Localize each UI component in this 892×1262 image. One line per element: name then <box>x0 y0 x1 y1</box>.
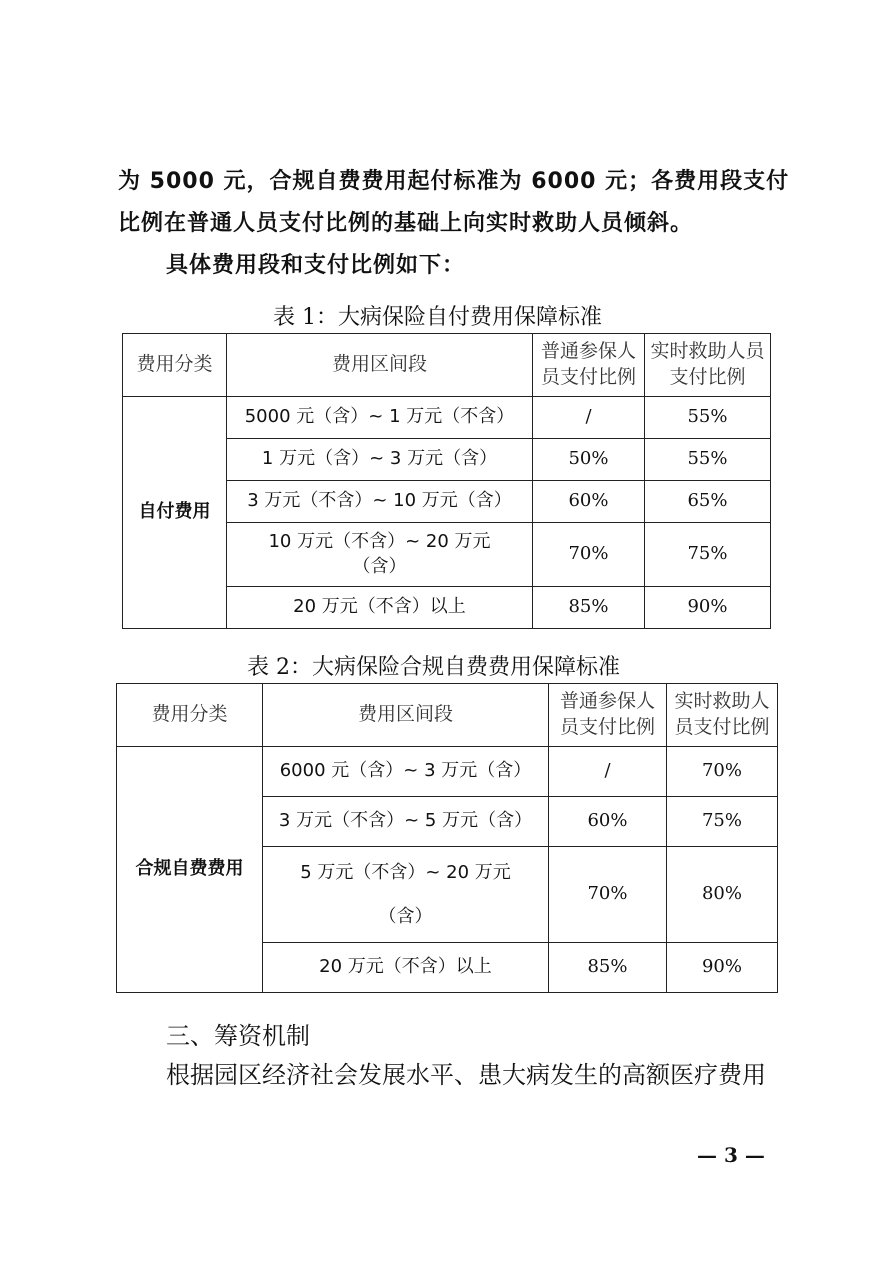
table1-normal-cell: 85% <box>533 587 645 629</box>
table1-header-rescue: 实时救助人员支付比例 <box>645 334 771 397</box>
table1-rescue-cell: 90% <box>645 587 771 629</box>
table2-category: 合规自费费用 <box>117 747 263 993</box>
table1-header-range: 费用区间段 <box>227 334 533 397</box>
table1-header-normal: 普通参保人员支付比例 <box>533 334 645 397</box>
table1-range-cell: 20 万元（不含）以上 <box>227 587 533 629</box>
table2-rescue-cell: 90% <box>667 943 778 993</box>
table2-caption: 表 2：大病保险合规自费费用保障标准 <box>247 655 620 680</box>
table2-header-rescue: 实时救助人员支付比例 <box>667 684 778 747</box>
table1-range-cell: 1 万元（含）~ 3 万元（含） <box>227 439 533 481</box>
table2-normal-cell: 70% <box>549 847 667 943</box>
table1-normal-cell: 70% <box>533 523 645 587</box>
table2-range-cell: 6000 元（含）~ 3 万元（含） <box>263 747 549 797</box>
paragraph-line-2: 比例在普通人员支付比例的基础上向实时救助人员倾斜。 <box>118 211 694 236</box>
table2-rescue-cell: 75% <box>667 797 778 847</box>
table2-rescue-cell: 80% <box>667 847 778 943</box>
table1-range-cell: 5000 元（含）~ 1 万元（不含） <box>227 397 533 439</box>
table2-header-category: 费用分类 <box>117 684 263 747</box>
table1 <box>122 333 771 629</box>
paragraph-line-1: 为 5000 元，合规自费费用起付标准为 6000 元；各费用段支付 <box>118 169 790 194</box>
table-row <box>117 747 778 797</box>
table-row <box>123 397 771 439</box>
table2-range-cell: 3 万元（不含）~ 5 万元（含） <box>263 797 549 847</box>
table2-range-cell: 5 万元（不含）~ 20 万元（含） <box>263 847 549 943</box>
table1-normal-cell: 60% <box>533 481 645 523</box>
table1-header-category: 费用分类 <box>123 334 227 397</box>
table1-header-row <box>123 334 771 397</box>
table2-range-cell: 20 万元（不含）以上 <box>263 943 549 993</box>
table1-range-cell: 10 万元（不含）~ 20 万元（含） <box>227 523 533 587</box>
table1-rescue-cell: 65% <box>645 481 771 523</box>
page-number: — 3 — <box>697 1143 765 1167</box>
table2-rescue-cell: 70% <box>667 747 778 797</box>
table2-header-row <box>117 684 778 747</box>
table2-normal-cell: / <box>549 747 667 797</box>
table2-normal-cell: 60% <box>549 797 667 847</box>
section-text: 根据园区经济社会发展水平、患大病发生的高额医疗费用 <box>166 1061 766 1089</box>
table1-category: 自付费用 <box>123 397 227 629</box>
table1-caption: 表 1：大病保险自付费用保障标准 <box>273 305 602 330</box>
table1-rescue-cell: 55% <box>645 397 771 439</box>
table1-normal-cell: / <box>533 397 645 439</box>
paragraph-line-3: 具体费用段和支付比例如下： <box>166 253 466 278</box>
table1-rescue-cell: 55% <box>645 439 771 481</box>
section-heading: 三、筹资机制 <box>166 1022 310 1050</box>
table1-rescue-cell: 75% <box>645 523 771 587</box>
table2-header-range: 费用区间段 <box>263 684 549 747</box>
table1-range-cell: 3 万元（不含）~ 10 万元（含） <box>227 481 533 523</box>
table2-normal-cell: 85% <box>549 943 667 993</box>
table1-normal-cell: 50% <box>533 439 645 481</box>
table2-header-normal: 普通参保人员支付比例 <box>549 684 667 747</box>
table2 <box>116 683 778 993</box>
